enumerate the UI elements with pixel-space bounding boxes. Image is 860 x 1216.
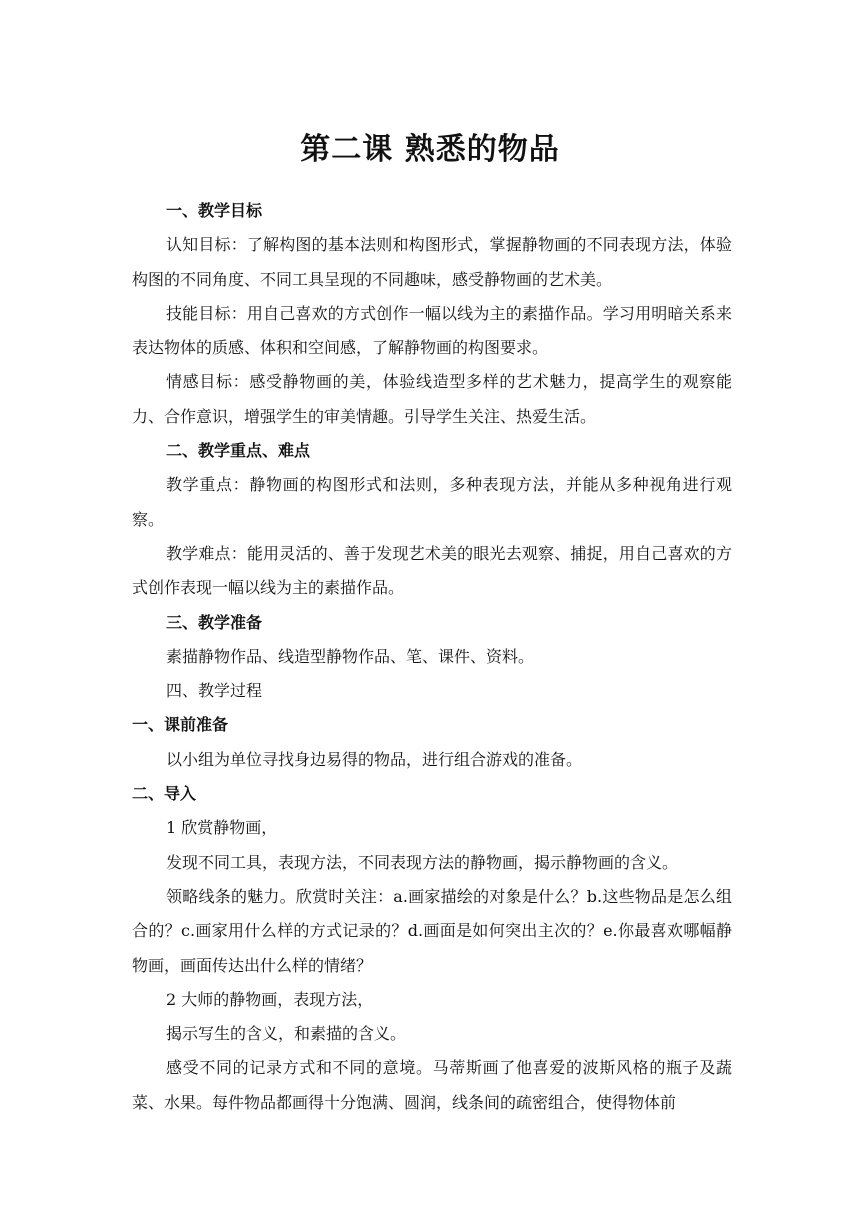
- paragraph-discover: 发现不同工具，表现方法，不同表现方法的静物画，揭示静物画的含义。: [166, 852, 679, 872]
- section-heading-objectives: 一、教学目标: [166, 201, 263, 220]
- subheading-pre-class: 一、课前准备: [132, 715, 229, 735]
- page-title: 第二课 熟悉的物品: [300, 132, 560, 167]
- paragraph-matisse: 感受不同的记录方式和不同的意境。马蒂斯画了他喜爱的波斯风格的瓶子及蔬菜、水果。每件物品都画得十分饱满、圆润，线条间的疏密组合，使得物体前: [132, 1058, 732, 1112]
- paragraph-reveal: 揭示写生的含义，和素描的含义。: [166, 1024, 407, 1044]
- section-heading-preparation: 三、教学准备: [166, 612, 263, 632]
- paragraph-teaching-difficulty: 教学难点：能用灵活的、善于发现艺术美的眼光去观察、捕捉，用自己喜欢的方式创作表现一幅以线为主的素描作品。: [132, 543, 732, 598]
- subheading-introduction: 二、导入: [132, 784, 197, 804]
- paragraph-teaching-focus: 教学重点：静物画的构图形式和法则，多种表现方法，并能从多种视角进行观察。: [132, 475, 732, 529]
- paragraph-skill-objective: 技能目标：用自己喜欢的方式创作一幅以线为主的素描作品。学习用明暗关系来表达物体的质感、体积和空间感，了解静物画的构图要求。: [132, 303, 732, 358]
- paragraph-cognitive-objective: 认知目标：了解构图的基本法则和构图形式，掌握静物画的不同表现方法，体验构图的不同角度、不同工具呈现的不同趣味，感受静物画的艺术美。: [132, 235, 732, 289]
- paragraph-emotion-objective: 情感目标：感受静物画的美，体验线造型多样的艺术魅力，提高学生的观察能力、合作意识，增强学生的审美情趣。引导学生关注、热爱生活。: [132, 372, 732, 426]
- paragraph-masters: 2 大师的静物画，表现方法，: [166, 989, 374, 1009]
- paragraph-appreciate: 1 欣赏静物画，: [166, 818, 278, 838]
- document-body: [132, 194, 732, 1120]
- section-heading-keypoints: 二、教学重点、难点: [166, 441, 311, 461]
- paragraph-materials: 素描静物作品、线造型静物作品、笔、课件、资料。: [166, 646, 535, 666]
- section-heading-process: 四、教学过程: [166, 681, 263, 701]
- paragraph-line-charm: 领略线条的魅力。欣赏时关注：a.画家描绘的对象是什么？b.这些物品是怎么组合的？c.画家用什么样的方式记录的？d.画面是如何突出主次的？e.你最喜欢哪幅静物画，画面传达出什么样的情绪？: [132, 886, 732, 975]
- paragraph-pre-class: 以小组为单位寻找身边易得的物品，进行组合游戏的准备。: [166, 749, 583, 769]
